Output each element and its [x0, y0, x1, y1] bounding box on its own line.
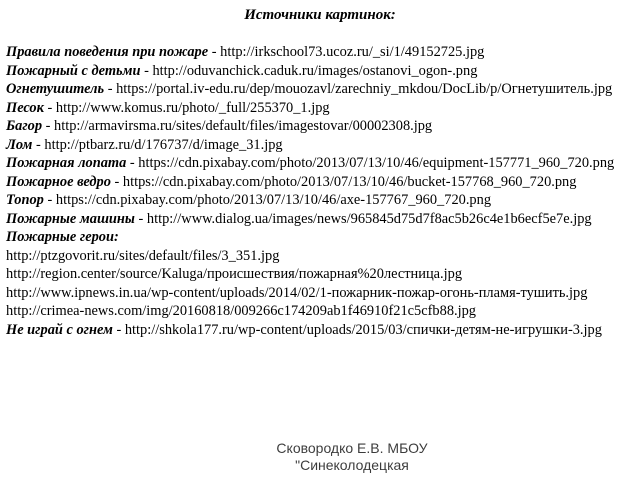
source-url-link[interactable]: http://shkola177.ru/wp-content/uploads/2015/03/спички-детям-не-игрушки-3.jpg — [124, 321, 602, 338]
author-line-2: "Синеколодецкая — [295, 457, 409, 473]
source-entry — [6, 228, 636, 321]
source-entry — [6, 136, 636, 155]
source-url-link[interactable]: http://www.komus.ru/photo/_full/255370_1.jpg — [55, 99, 330, 116]
source-label: Пожарные герои: — [6, 229, 119, 245]
source-separator: - — [140, 62, 153, 79]
source-entry — [6, 173, 636, 192]
source-url-link[interactable]: https://cdn.pixabay.com/photo/2013/07/13/10/46/bucket-157768_960_720.png — [122, 173, 577, 190]
source-label: Песок — [6, 99, 44, 116]
source-url-link[interactable]: http://region.center/source/Kaluga/происшествия/пожарная%20лестница.jpg — [6, 266, 463, 282]
source-separator: - — [208, 44, 221, 60]
source-entry — [6, 62, 636, 81]
source-separator: - — [43, 192, 56, 208]
source-label: Багор — [6, 118, 43, 134]
source-separator: - — [126, 155, 139, 171]
source-entry — [6, 117, 636, 136]
source-entry — [6, 191, 636, 210]
source-separator: - — [104, 81, 117, 97]
source-entry — [6, 80, 636, 99]
source-label: Не играй с огнем — [6, 321, 113, 338]
author-footer — [222, 440, 482, 474]
source-label: Лом — [6, 136, 33, 153]
source-separator: - — [32, 136, 45, 153]
source-url-link[interactable]: http://ptbarz.ru/d/176737/d/image_31.jpg — [44, 136, 283, 153]
source-entry — [6, 99, 636, 118]
source-label: Огнетушитель — [6, 81, 105, 97]
source-label: Пожарная лопата — [6, 155, 127, 171]
page-title: Источники картинок: — [244, 7, 396, 23]
source-label: Пожарное ведро — [6, 173, 111, 190]
source-url-link[interactable]: http://oduvanchick.caduk.ru/images/ostanovi_ogon-.png — [152, 62, 478, 79]
source-url-link[interactable]: https://cdn.pixabay.com/photo/2013/07/13/10/46/equipment-157771_960_720.png — [138, 155, 615, 171]
source-separator: - — [112, 321, 125, 338]
source-label: Топор — [6, 192, 44, 208]
source-url-link[interactable]: http://crimea-news.com/img/20160818/009266c174209ab1f46910f21c5cfb88.jpg — [6, 303, 477, 319]
source-separator: - — [43, 99, 56, 116]
source-url-link[interactable]: https://portal.iv-edu.ru/dep/mouozavl/zarechniy_mkdou/DocLib/p/Огнетушитель.jpg — [116, 81, 613, 97]
source-label: Пожарные машины — [6, 210, 135, 227]
source-url-link[interactable]: http://ptzgovorit.ru/sites/default/files/3_351.jpg — [6, 247, 280, 264]
sources-list — [6, 43, 636, 339]
source-label: Правила поведения при пожаре — [6, 44, 209, 60]
source-separator: - — [42, 118, 55, 134]
source-url-link[interactable]: http://www.ipnews.in.ua/wp-content/uploads/2014/02/1-пожарник-пожар-огонь-пламя-тушить.jpg — [6, 284, 588, 301]
source-url-link[interactable]: http://armavirsma.ru/sites/default/files/imagestovar/00002308.jpg — [54, 118, 433, 134]
source-entry — [6, 321, 636, 340]
source-label: Пожарный с детьми — [6, 62, 141, 79]
source-entry — [6, 154, 636, 173]
source-entry — [6, 210, 636, 229]
source-entry — [6, 43, 636, 62]
source-url-link[interactable]: http://irkschool73.ucoz.ru/_si/1/49152725.jpg — [220, 44, 485, 60]
author-line-1: Сковородко Е.В. МБОУ — [276, 440, 428, 456]
source-separator: - — [134, 210, 147, 227]
source-url-link[interactable]: https://cdn.pixabay.com/photo/2013/07/13/10/46/axe-157767_960_720.png — [55, 192, 492, 208]
source-url-link[interactable]: http://www.dialog.ua/images/news/965845d75d7f8ac5b26c4e1b6ecf5e7e.jpg — [146, 210, 592, 227]
source-separator: - — [110, 173, 123, 190]
